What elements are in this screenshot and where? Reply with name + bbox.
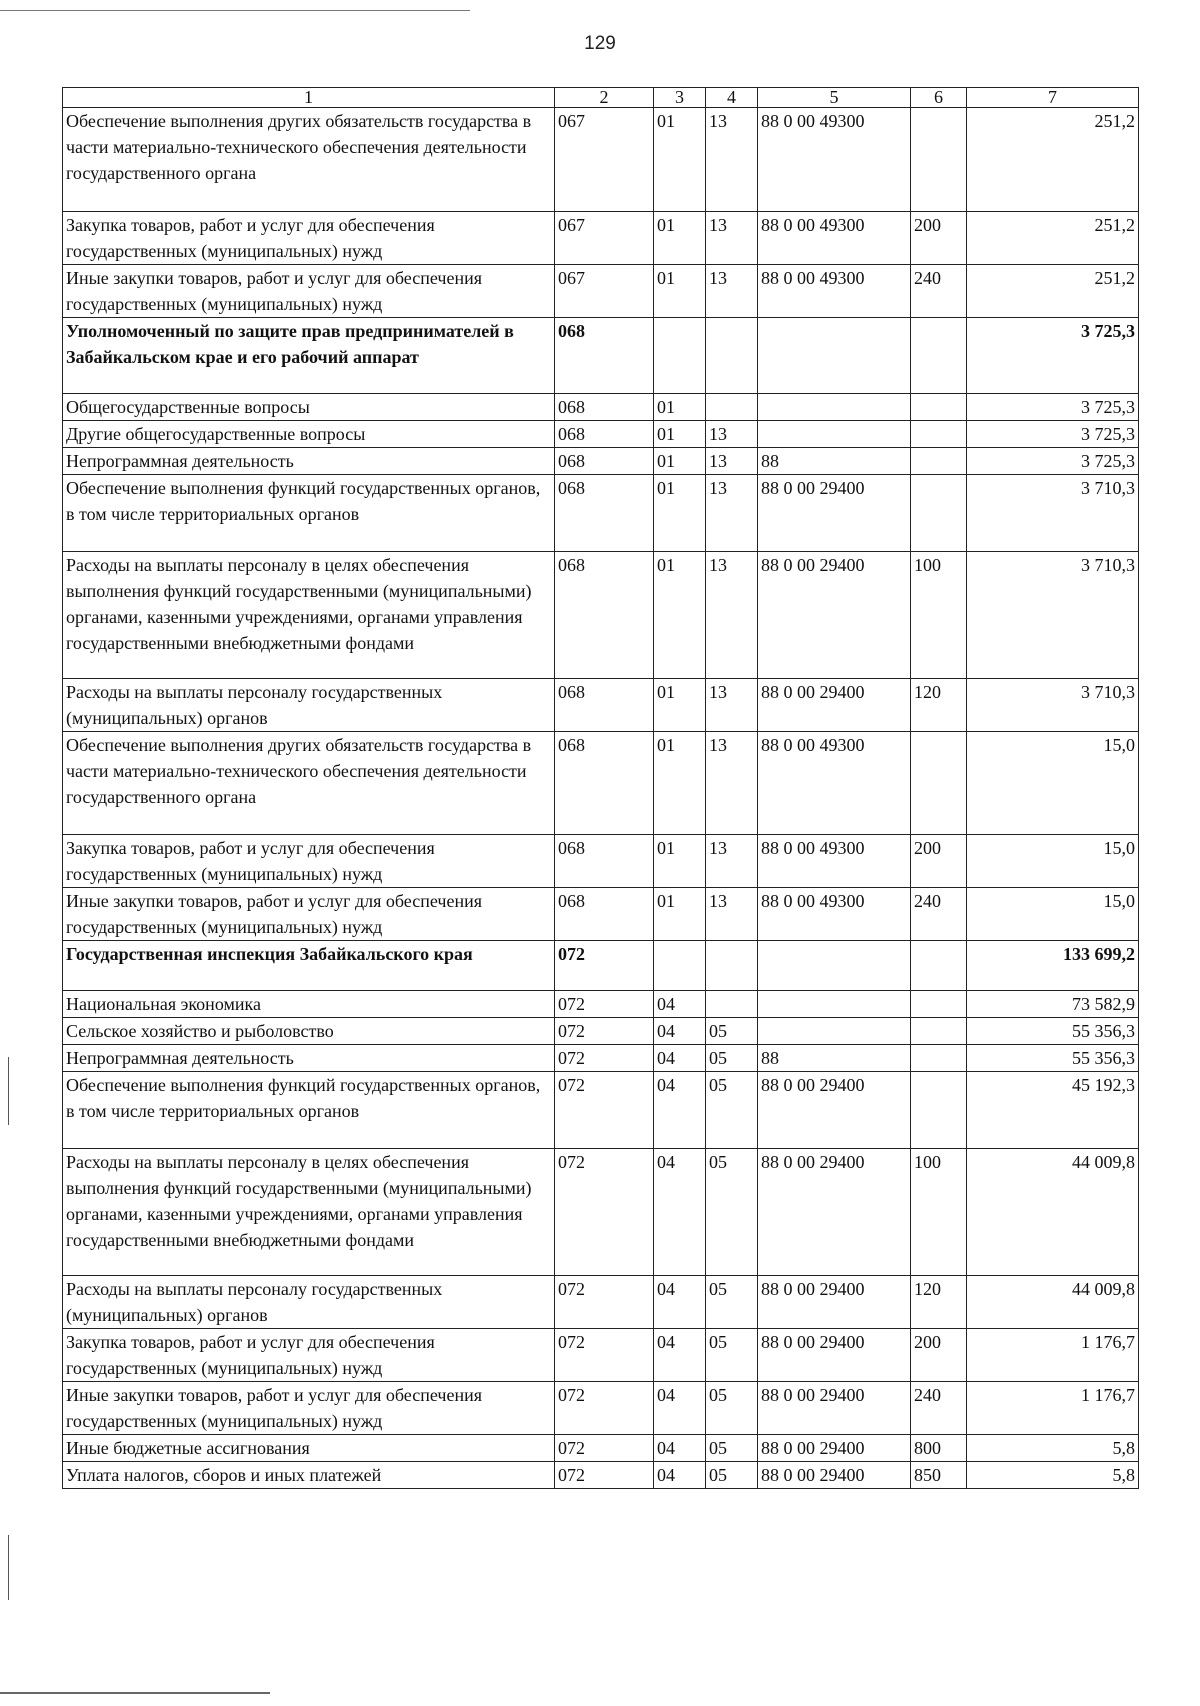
cell-ministry-code: 072: [555, 1045, 654, 1072]
cell-ministry-code: 072: [555, 1018, 654, 1045]
cell-subsection-code: 05: [706, 1018, 758, 1045]
cell-expense-type: 240: [911, 888, 967, 941]
cell-name: Общегосударственные вопросы: [63, 394, 555, 421]
cell-expense-type: 120: [911, 679, 967, 732]
cell-expense-type: [911, 1045, 967, 1072]
column-header: 5: [758, 88, 911, 108]
cell-amount: 3 710,3: [967, 475, 1139, 552]
cell-amount: 55 356,3: [967, 1045, 1139, 1072]
cell-section-code: 04: [654, 1018, 706, 1045]
cell-name: Уполномоченный по защите прав предпринимателей в Забайкальском крае и его рабочий аппарат: [63, 318, 555, 394]
scan-margin-mark: [8, 1535, 9, 1600]
column-header: 1: [63, 88, 555, 108]
cell-section-code: 04: [654, 1382, 706, 1435]
cell-subsection-code: 13: [706, 421, 758, 448]
cell-target-article: 88 0 00 49300: [758, 888, 911, 941]
cell-target-article: [758, 941, 911, 991]
cell-subsection-code: 13: [706, 732, 758, 835]
cell-ministry-code: 067: [555, 212, 654, 265]
scan-artifact-line: [0, 1692, 270, 1694]
table-row: [63, 318, 1139, 394]
cell-section-code: 01: [654, 552, 706, 679]
cell-expense-type: [911, 448, 967, 475]
cell-subsection-code: [706, 941, 758, 991]
cell-target-article: 88 0 00 29400: [758, 1435, 911, 1462]
cell-section-code: 04: [654, 1329, 706, 1382]
cell-name: Иные закупки товаров, работ и услуг для обеспечения государственных (муниципальных) нужд: [63, 265, 555, 318]
cell-expense-type: 240: [911, 1382, 967, 1435]
table-row: [63, 1149, 1139, 1276]
cell-amount: 3 725,3: [967, 421, 1139, 448]
table-row: [63, 448, 1139, 475]
cell-amount: 5,8: [967, 1462, 1139, 1489]
cell-subsection-code: 05: [706, 1276, 758, 1329]
cell-section-code: 04: [654, 1045, 706, 1072]
cell-target-article: 88: [758, 1045, 911, 1072]
cell-section-code: 01: [654, 108, 706, 212]
cell-target-article: 88 0 00 49300: [758, 108, 911, 212]
cell-subsection-code: 05: [706, 1072, 758, 1149]
cell-expense-type: [911, 108, 967, 212]
cell-target-article: 88: [758, 448, 911, 475]
cell-target-article: 88 0 00 49300: [758, 835, 911, 888]
cell-name: Обеспечение выполнения функций государственных органов, в том числе территориальных органов: [63, 1072, 555, 1149]
table-row: [63, 552, 1139, 679]
cell-target-article: 88 0 00 29400: [758, 1072, 911, 1149]
cell-expense-type: 240: [911, 265, 967, 318]
cell-amount: 3 725,3: [967, 448, 1139, 475]
cell-name: Непрограммная деятельность: [63, 448, 555, 475]
cell-target-article: [758, 1018, 911, 1045]
cell-subsection-code: 13: [706, 888, 758, 941]
cell-subsection-code: 13: [706, 475, 758, 552]
cell-target-article: 88 0 00 29400: [758, 1382, 911, 1435]
cell-expense-type: [911, 318, 967, 394]
cell-ministry-code: 072: [555, 941, 654, 991]
cell-section-code: 01: [654, 475, 706, 552]
cell-name: Расходы на выплаты персоналу в целях обеспечения выполнения функций государственными (муниципальными) органами, казенными учреждениями, органами управления государственными внебюджетными фондами: [63, 1149, 555, 1276]
cell-subsection-code: [706, 318, 758, 394]
cell-ministry-code: 072: [555, 991, 654, 1018]
cell-name: Расходы на выплаты персоналу в целях обеспечения выполнения функций государственными (муниципальными) органами, казенными учреждениями, органами управления государственными внебюджетными фондами: [63, 552, 555, 679]
table-row: [63, 475, 1139, 552]
cell-target-article: [758, 991, 911, 1018]
cell-section-code: 01: [654, 394, 706, 421]
cell-ministry-code: 068: [555, 835, 654, 888]
cell-expense-type: [911, 732, 967, 835]
cell-amount: 45 192,3: [967, 1072, 1139, 1149]
table-row: [63, 212, 1139, 265]
scan-margin-mark: [8, 1057, 9, 1125]
cell-target-article: 88 0 00 49300: [758, 265, 911, 318]
cell-subsection-code: 05: [706, 1045, 758, 1072]
table-row: [63, 1018, 1139, 1045]
cell-ministry-code: 068: [555, 421, 654, 448]
cell-expense-type: 200: [911, 212, 967, 265]
cell-section-code: 01: [654, 835, 706, 888]
cell-expense-type: 100: [911, 552, 967, 679]
cell-ministry-code: 068: [555, 394, 654, 421]
table-row: [63, 265, 1139, 318]
cell-target-article: 88 0 00 29400: [758, 552, 911, 679]
cell-amount: 133 699,2: [967, 941, 1139, 991]
cell-subsection-code: 13: [706, 448, 758, 475]
cell-ministry-code: 068: [555, 552, 654, 679]
table-row: [63, 835, 1139, 888]
cell-name: Иные закупки товаров, работ и услуг для обеспечения государственных (муниципальных) нужд: [63, 888, 555, 941]
cell-name: Уплата налогов, сборов и иных платежей: [63, 1462, 555, 1489]
cell-name: Сельское хозяйство и рыболовство: [63, 1018, 555, 1045]
cell-ministry-code: 068: [555, 732, 654, 835]
cell-name: Обеспечение выполнения других обязательств государства в части материально-технического обеспечения деятельности государственного органа: [63, 732, 555, 835]
cell-amount: 15,0: [967, 732, 1139, 835]
column-header: 7: [967, 88, 1139, 108]
cell-amount: 3 725,3: [967, 394, 1139, 421]
cell-target-article: [758, 421, 911, 448]
cell-target-article: [758, 318, 911, 394]
cell-amount: 55 356,3: [967, 1018, 1139, 1045]
cell-subsection-code: 05: [706, 1329, 758, 1382]
cell-ministry-code: 072: [555, 1382, 654, 1435]
column-header: 4: [706, 88, 758, 108]
cell-subsection-code: 13: [706, 679, 758, 732]
cell-ministry-code: 068: [555, 318, 654, 394]
cell-section-code: [654, 318, 706, 394]
cell-name: Непрограммная деятельность: [63, 1045, 555, 1072]
table-row: [63, 108, 1139, 212]
table-row: [63, 991, 1139, 1018]
cell-amount: 3 725,3: [967, 318, 1139, 394]
table-row: [63, 421, 1139, 448]
budget-table: [62, 87, 1139, 1489]
cell-name: Иные бюджетные ассигнования: [63, 1435, 555, 1462]
column-header: 3: [654, 88, 706, 108]
cell-subsection-code: [706, 394, 758, 421]
cell-ministry-code: 067: [555, 265, 654, 318]
cell-amount: 3 710,3: [967, 679, 1139, 732]
cell-subsection-code: 05: [706, 1462, 758, 1489]
cell-subsection-code: 05: [706, 1382, 758, 1435]
cell-name: Закупка товаров, работ и услуг для обеспечения государственных (муниципальных) нужд: [63, 212, 555, 265]
cell-amount: 3 710,3: [967, 552, 1139, 679]
cell-expense-type: [911, 941, 967, 991]
cell-target-article: 88 0 00 29400: [758, 1149, 911, 1276]
cell-expense-type: 200: [911, 835, 967, 888]
scan-artifact-line: [0, 10, 470, 11]
cell-expense-type: [911, 1072, 967, 1149]
cell-name: Расходы на выплаты персоналу государственных (муниципальных) органов: [63, 679, 555, 732]
cell-amount: 44 009,8: [967, 1276, 1139, 1329]
cell-name: Закупка товаров, работ и услуг для обеспечения государственных (муниципальных) нужд: [63, 835, 555, 888]
cell-expense-type: 800: [911, 1435, 967, 1462]
cell-ministry-code: 072: [555, 1276, 654, 1329]
table-row: [63, 394, 1139, 421]
table-row: [63, 732, 1139, 835]
cell-subsection-code: 13: [706, 212, 758, 265]
cell-name: Закупка товаров, работ и услуг для обеспечения государственных (муниципальных) нужд: [63, 1329, 555, 1382]
table-row: [63, 1072, 1139, 1149]
table-row: [63, 888, 1139, 941]
cell-section-code: 04: [654, 991, 706, 1018]
cell-ministry-code: 072: [555, 1462, 654, 1489]
cell-section-code: 04: [654, 1149, 706, 1276]
cell-section-code: 01: [654, 212, 706, 265]
cell-name: Другие общегосударственные вопросы: [63, 421, 555, 448]
cell-section-code: 04: [654, 1462, 706, 1489]
cell-expense-type: 200: [911, 1329, 967, 1382]
table-row: [63, 1462, 1139, 1489]
cell-amount: 1 176,7: [967, 1329, 1139, 1382]
table-body: [63, 88, 1139, 1489]
cell-target-article: 88 0 00 29400: [758, 1276, 911, 1329]
cell-subsection-code: 05: [706, 1149, 758, 1276]
cell-expense-type: 100: [911, 1149, 967, 1276]
cell-section-code: 01: [654, 265, 706, 318]
cell-target-article: 88 0 00 29400: [758, 679, 911, 732]
cell-amount: 44 009,8: [967, 1149, 1139, 1276]
cell-expense-type: 850: [911, 1462, 967, 1489]
table-row: [63, 1329, 1139, 1382]
table-row: [63, 1276, 1139, 1329]
cell-amount: 15,0: [967, 888, 1139, 941]
cell-expense-type: [911, 1018, 967, 1045]
cell-target-article: [758, 394, 911, 421]
cell-ministry-code: 068: [555, 888, 654, 941]
table-header-row: [63, 88, 1139, 108]
cell-amount: 5,8: [967, 1435, 1139, 1462]
cell-target-article: 88 0 00 29400: [758, 1462, 911, 1489]
cell-expense-type: 120: [911, 1276, 967, 1329]
cell-section-code: 01: [654, 732, 706, 835]
cell-section-code: 04: [654, 1072, 706, 1149]
table-row: [63, 679, 1139, 732]
cell-amount: 251,2: [967, 108, 1139, 212]
cell-expense-type: [911, 394, 967, 421]
cell-ministry-code: 072: [555, 1149, 654, 1276]
cell-target-article: 88 0 00 49300: [758, 732, 911, 835]
cell-subsection-code: 13: [706, 835, 758, 888]
cell-target-article: 88 0 00 49300: [758, 212, 911, 265]
cell-section-code: 01: [654, 679, 706, 732]
cell-subsection-code: 05: [706, 1435, 758, 1462]
cell-subsection-code: 13: [706, 265, 758, 318]
cell-expense-type: [911, 991, 967, 1018]
cell-section-code: 01: [654, 421, 706, 448]
table-row: [63, 1435, 1139, 1462]
cell-ministry-code: 072: [555, 1435, 654, 1462]
table-row: [63, 941, 1139, 991]
cell-name: Обеспечение выполнения функций государственных органов, в том числе территориальных органов: [63, 475, 555, 552]
cell-section-code: [654, 941, 706, 991]
cell-section-code: 01: [654, 888, 706, 941]
cell-name: Обеспечение выполнения других обязательств государства в части материально-технического обеспечения деятельности государственного органа: [63, 108, 555, 212]
cell-section-code: 04: [654, 1276, 706, 1329]
cell-expense-type: [911, 421, 967, 448]
cell-name: Государственная инспекция Забайкальского края: [63, 941, 555, 991]
cell-section-code: 01: [654, 448, 706, 475]
cell-ministry-code: 072: [555, 1329, 654, 1382]
cell-ministry-code: 068: [555, 475, 654, 552]
cell-target-article: 88 0 00 29400: [758, 475, 911, 552]
cell-amount: 15,0: [967, 835, 1139, 888]
cell-amount: 251,2: [967, 265, 1139, 318]
cell-name: Национальная экономика: [63, 991, 555, 1018]
cell-target-article: 88 0 00 29400: [758, 1329, 911, 1382]
cell-name: Иные закупки товаров, работ и услуг для обеспечения государственных (муниципальных) нужд: [63, 1382, 555, 1435]
cell-ministry-code: 068: [555, 679, 654, 732]
table-row: [63, 1382, 1139, 1435]
cell-subsection-code: [706, 991, 758, 1018]
cell-ministry-code: 067: [555, 108, 654, 212]
cell-amount: 73 582,9: [967, 991, 1139, 1018]
cell-subsection-code: 13: [706, 108, 758, 212]
page-number: 129: [584, 33, 616, 54]
table-row: [63, 1045, 1139, 1072]
cell-amount: 1 176,7: [967, 1382, 1139, 1435]
cell-expense-type: [911, 475, 967, 552]
cell-section-code: 04: [654, 1435, 706, 1462]
cell-amount: 251,2: [967, 212, 1139, 265]
column-header: 2: [555, 88, 654, 108]
cell-name: Расходы на выплаты персоналу государственных (муниципальных) органов: [63, 1276, 555, 1329]
column-header: 6: [911, 88, 967, 108]
cell-ministry-code: 072: [555, 1072, 654, 1149]
cell-ministry-code: 068: [555, 448, 654, 475]
cell-subsection-code: 13: [706, 552, 758, 679]
